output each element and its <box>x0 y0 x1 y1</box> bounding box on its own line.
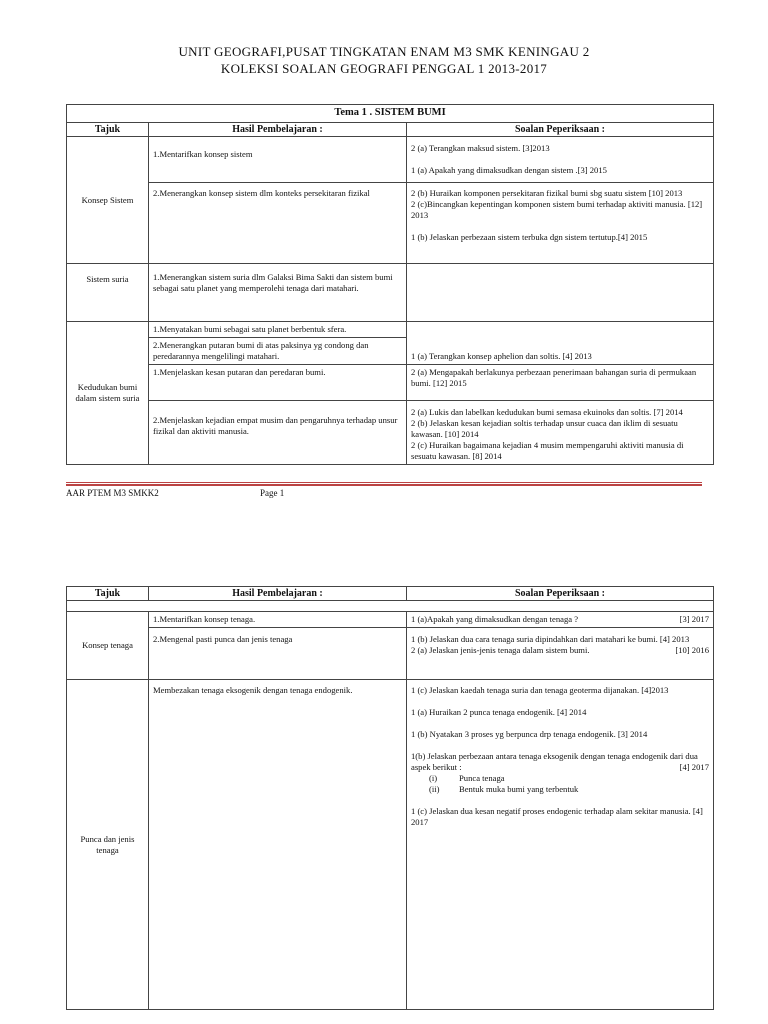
soalan-item: 1 (a) Apakah yang dimaksudkan dengan sistem .[3] 2015 <box>411 165 607 175</box>
tajuk-kedudukan-bumi: Kedudukan bumi dalam sistem suria <box>67 322 149 465</box>
hasil-cell: 1.Mentarifkan konsep sistem <box>149 137 407 183</box>
soalan-item: 1 (b) Nyatakan 3 proses yg berpunca drp tenaga endogenik. [3] 2014 <box>411 729 648 739</box>
table-row <box>67 137 714 183</box>
soalan-mark: [3] 2017 <box>679 614 709 624</box>
doc-title-line2: KOLEKSI SOALAN GEOGRAFI PENGGAL 1 2013-2017 <box>220 61 548 76</box>
soalan-cell <box>407 137 714 183</box>
table-tema1 <box>66 104 714 465</box>
table-row <box>67 264 714 322</box>
soalan-item: 1 (b) Jelaskan perbezaan sistem terbuka dgn sistem tertutup.[4] 2015 <box>411 232 648 242</box>
footer-left: AAR PTEM M3 SMKK2 <box>66 488 159 498</box>
hasil-cell: 2.Menerangkan putaran bumi di atas paksinya yg condong dan peredarannya mengelilingi matahari. <box>149 338 407 365</box>
col-header-soalan: Soalan Peperiksaan : <box>407 587 714 601</box>
hasil-cell: 1.Menerangkan sistem suria dlm Galaksi Bima Sakti dan sistem bumi sebagai satu planet yang memperolehi tenaga dari matahari. <box>149 264 407 322</box>
soalan-cell <box>407 612 714 628</box>
page-footer <box>66 488 285 498</box>
soalan-item: 2 (b) Jelaskan kesan kejadian soltis terhadap unsur cuaca dan iklim di sesuatu kawasan. [10] 2014 <box>411 418 678 439</box>
soalan-item: 1 (c) Jelaskan kaedah tenaga suria dan tenaga geoterma dijanakan. [4]2013 <box>411 685 669 695</box>
page-number: Page 1 <box>260 488 285 498</box>
soalan-item: 2 (c)Bincangkan kepentingan komponen sistem bumi terhadap aktiviti manusia. [12] 2013 <box>411 199 703 220</box>
soalan-cell: 1 (a) Terangkan konsep aphelion dan soltis. [4] 2013 <box>407 322 714 365</box>
tajuk-punca-jenis-tenaga: Punca dan jenis tenaga <box>67 680 149 1010</box>
tajuk-konsep-tenaga: Konsep tenaga <box>67 612 149 680</box>
hasil-cell: Membezakan tenaga eksogenik dengan tenaga endogenik. <box>149 680 407 1010</box>
hasil-cell: 1.Mentarifkan konsep tenaga. <box>149 612 407 628</box>
soalan-cell <box>407 401 714 465</box>
soalan-cell <box>407 183 714 264</box>
col-header-tajuk: Tajuk <box>67 123 149 137</box>
soalan-cell <box>407 264 714 322</box>
hasil-cell: 2.Menerangkan konsep sistem dlm konteks persekitaran fizikal <box>149 183 407 264</box>
spacer-row <box>67 601 714 612</box>
soalan-item: 1 (b) Jelaskan dua cara tenaga suria dipindahkan dari matahari ke bumi. [4] 2013 <box>411 634 690 644</box>
footer-divider <box>66 484 702 486</box>
soalan-mark: [4] 2017 <box>679 762 709 772</box>
table-row <box>67 612 714 628</box>
table-row <box>67 401 714 465</box>
soalan-mark: [10] 2016 <box>675 645 709 655</box>
soalan-item: 2 (a) Terangkan maksud sistem. [3]2013 <box>411 143 550 153</box>
soalan-item: 2 (b) Huraikan komponen persekitaran fizikal bumi sbg suatu sistem [10] 2013 <box>411 188 683 198</box>
soalan-item: 1 (a) Huraikan 2 punca tenaga endogenik. [4] 2014 <box>411 707 587 717</box>
hasil-cell: 2.Menjelaskan kejadian empat musim dan pengaruhnya terhadap unsur fizikal dan aktiviti manusia. <box>149 401 407 465</box>
table-row <box>67 365 714 401</box>
col-header-tajuk: Tajuk <box>67 587 149 601</box>
footer-divider <box>66 482 702 483</box>
tema-title: Tema 1 . SISTEM BUMI <box>67 105 714 123</box>
table-row <box>67 183 714 264</box>
doc-title-line1: UNIT GEOGRAFI,PUSAT TINGKATAN ENAM M3 SMK KENINGAU 2 <box>178 44 590 59</box>
hasil-cell: 2.Mengenal pasti punca dan jenis tenaga <box>149 628 407 680</box>
hasil-cell: 1.Menjelaskan kesan putaran dan peredaran bumi. <box>149 365 407 401</box>
soalan-cell <box>407 680 714 1010</box>
tajuk-sistem-suria: Sistem suria <box>67 264 149 322</box>
sub-item: (i) Punca tenaga <box>429 773 505 783</box>
soalan-cell <box>407 628 714 680</box>
soalan-cell: 2 (a) Mengapakah berlakunya perbezaan penerimaan bahangan suria di permukaan bumi. [12] 2015 <box>407 365 714 401</box>
table-tema1-continued <box>66 586 714 1010</box>
table-row <box>67 322 714 338</box>
soalan-item: 2 (c) Huraikan bagaimana kejadian 4 musim mempengaruhi aktiviti manusia di sesuatu kawasan. [8] 2014 <box>411 440 684 461</box>
col-header-hasil: Hasil Pembelajaran : <box>149 123 407 137</box>
soalan-item: 2 (a) Lukis dan labelkan kedudukan bumi semasa ekuinoks dan soltis. [7] 2014 <box>411 407 683 417</box>
tajuk-konsep-sistem: Konsep Sistem <box>67 137 149 264</box>
col-header-hasil: Hasil Pembelajaran : <box>149 587 407 601</box>
soalan-item: 1(b) Jelaskan perbezaan antara tenaga eksogenik dengan tenaga endogenik dari dua aspek berikut : [4] 2017 <box>411 751 709 772</box>
sub-item: (ii) Bentuk muka bumi yang terbentuk <box>429 784 579 794</box>
col-header-soalan: Soalan Peperiksaan : <box>407 123 714 137</box>
soalan-item: 1 (c) Jelaskan dua kesan negatif proses endogenic terhadap alam sekitar manusia. [4] 2017 <box>411 806 703 827</box>
table-row <box>67 680 714 1010</box>
soalan-item: 1 (a)Apakah yang dimaksudkan dengan tenaga ? <box>411 614 579 624</box>
hasil-cell: 1.Menyatakan bumi sebagai satu planet berbentuk sfera. <box>149 322 407 338</box>
soalan-item: 2 (a) Jelaskan jenis-jenis tenaga dalam sistem bumi. <box>411 645 590 655</box>
table-row <box>67 628 714 680</box>
